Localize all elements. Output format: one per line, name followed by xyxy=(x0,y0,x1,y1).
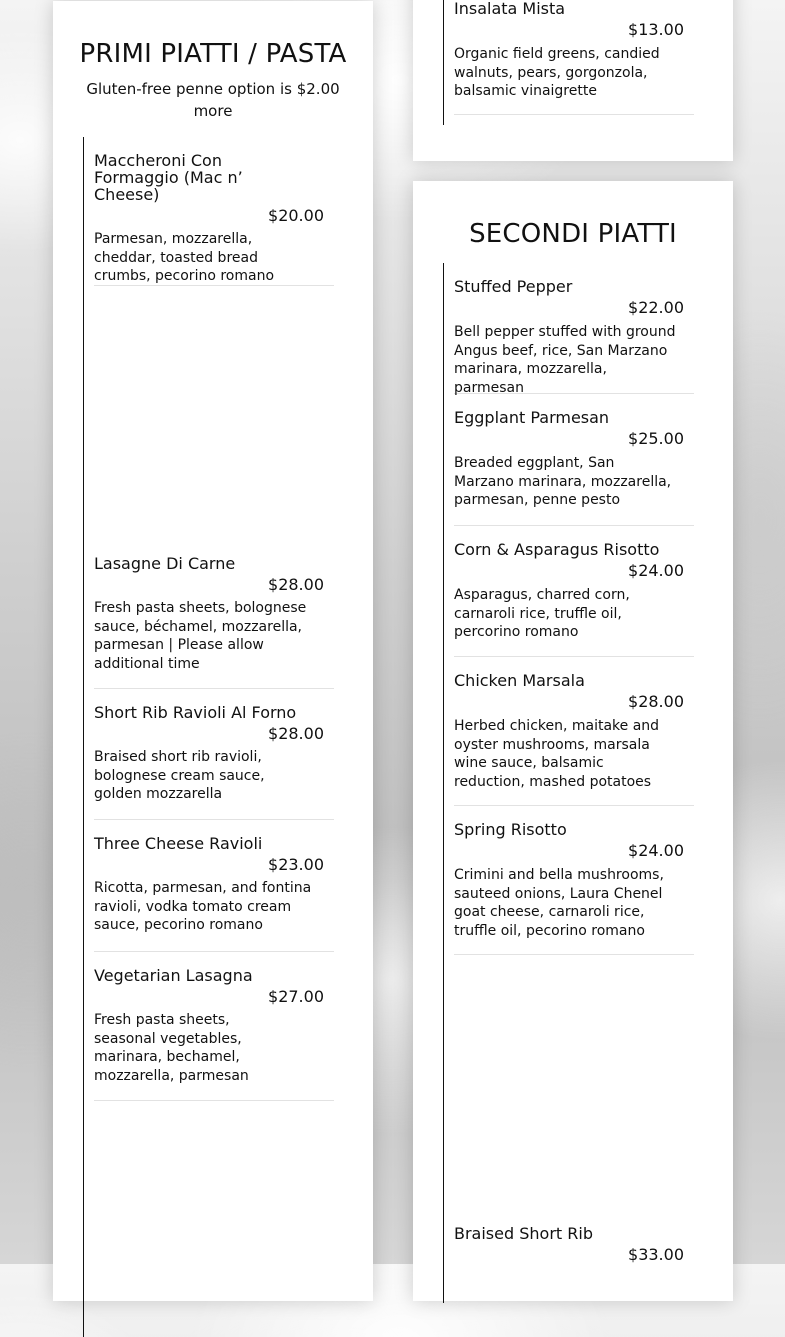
item-name: Three Cheese Ravioli xyxy=(94,834,263,853)
insalata-card xyxy=(413,0,733,161)
item-description: Organic field greens, candied walnuts, pears, gorgonzola, balsamic vinaigrette xyxy=(454,46,660,99)
item-price: $24.00 xyxy=(628,841,684,860)
menu-item[interactable] xyxy=(454,1225,694,1305)
item-price: $24.00 xyxy=(628,561,684,580)
secondi-piatti-title: SECONDI PIATTI xyxy=(469,219,677,249)
menu-item[interactable] xyxy=(454,541,694,657)
menu-item[interactable] xyxy=(454,672,694,806)
item-price: $20.00 xyxy=(268,206,324,225)
item-description: Asparagus, charred corn, carnaroli rice, truffle oil, percorino romano xyxy=(454,587,630,640)
menu-item[interactable] xyxy=(94,704,334,820)
item-description: Bell pepper stuffed with ground Angus beef, rice, San Marzano marinara, mozzarella, parmesan xyxy=(454,324,676,396)
item-name: Vegetarian Lasagna xyxy=(94,966,253,985)
menu-item[interactable] xyxy=(454,409,694,526)
item-name: Lasagne Di Carne xyxy=(94,554,236,573)
item-description: Ricotta, parmesan, and fontina ravioli, vodka tomato cream sauce, pecorino romano xyxy=(94,880,312,933)
item-price: $28.00 xyxy=(268,575,324,594)
gluten-free-note: Gluten-free penne option is $2.00 more xyxy=(86,80,340,120)
item-price: $28.00 xyxy=(268,724,324,743)
primi-items-list xyxy=(83,137,344,1337)
item-description: Fresh pasta sheets, bolognese sauce, béchamel, mozzarella, parmesan | Please allow additional time xyxy=(94,600,307,672)
item-description: Herbed chicken, maitake and oyster mushrooms, marsala wine sauce, balsamic reduction, mashed potatoes xyxy=(454,718,660,790)
item-price: $23.00 xyxy=(268,855,324,874)
item-price: $27.00 xyxy=(268,987,324,1006)
menu-item[interactable] xyxy=(94,152,334,286)
item-description: Fresh pasta sheets, seasonal vegetables, marinara, bechamel, mozzarella, parmesan xyxy=(94,1012,249,1084)
item-price: $25.00 xyxy=(628,429,684,448)
item-price: $22.00 xyxy=(628,298,684,317)
item-name: Eggplant Parmesan xyxy=(454,408,610,427)
secondi-items-list xyxy=(443,263,704,1303)
item-name: Braised Short Rib xyxy=(454,1224,593,1243)
item-description: Breaded eggplant, San Marzano marinara, mozzarella, parmesan, penne pesto xyxy=(454,455,672,508)
menu-item[interactable] xyxy=(94,835,334,952)
item-name: Spring Risotto xyxy=(454,820,567,839)
insalata-items-list xyxy=(443,0,704,125)
item-price: $13.00 xyxy=(628,20,684,39)
item-description: Braised short rib ravioli, bolognese cream sauce, golden mozzarella xyxy=(94,749,265,802)
item-name: Insalata Mista xyxy=(454,0,566,18)
primi-piatti-title: PRIMI PIATTI / PASTA xyxy=(79,39,347,69)
primi-piatti-card xyxy=(53,1,373,1301)
item-description: Crimini and bella mushrooms, sauteed onions, Laura Chenel goat cheese, carnaroli rice, truffle oil, pecorino romano xyxy=(454,867,664,939)
item-name: Corn & Asparagus Risotto xyxy=(454,540,660,559)
item-name: Chicken Marsala xyxy=(454,671,585,690)
menu-item[interactable] xyxy=(94,967,334,1101)
menu-item[interactable] xyxy=(454,0,694,115)
item-name: Maccheroni Con Formaggio (Mac n’ Cheese) xyxy=(94,151,243,204)
menu-item[interactable] xyxy=(454,821,694,955)
menu-item[interactable] xyxy=(454,278,694,394)
menu-item[interactable] xyxy=(94,555,334,689)
item-description: Parmesan, mozzarella, cheddar, toasted bread crumbs, pecorino romano xyxy=(94,231,275,284)
item-name: Stuffed Pepper xyxy=(454,277,573,296)
item-price: $28.00 xyxy=(628,692,684,711)
secondi-piatti-card xyxy=(413,181,733,1301)
item-price: $33.00 xyxy=(628,1245,684,1264)
item-name: Short Rib Ravioli Al Forno xyxy=(94,703,297,722)
